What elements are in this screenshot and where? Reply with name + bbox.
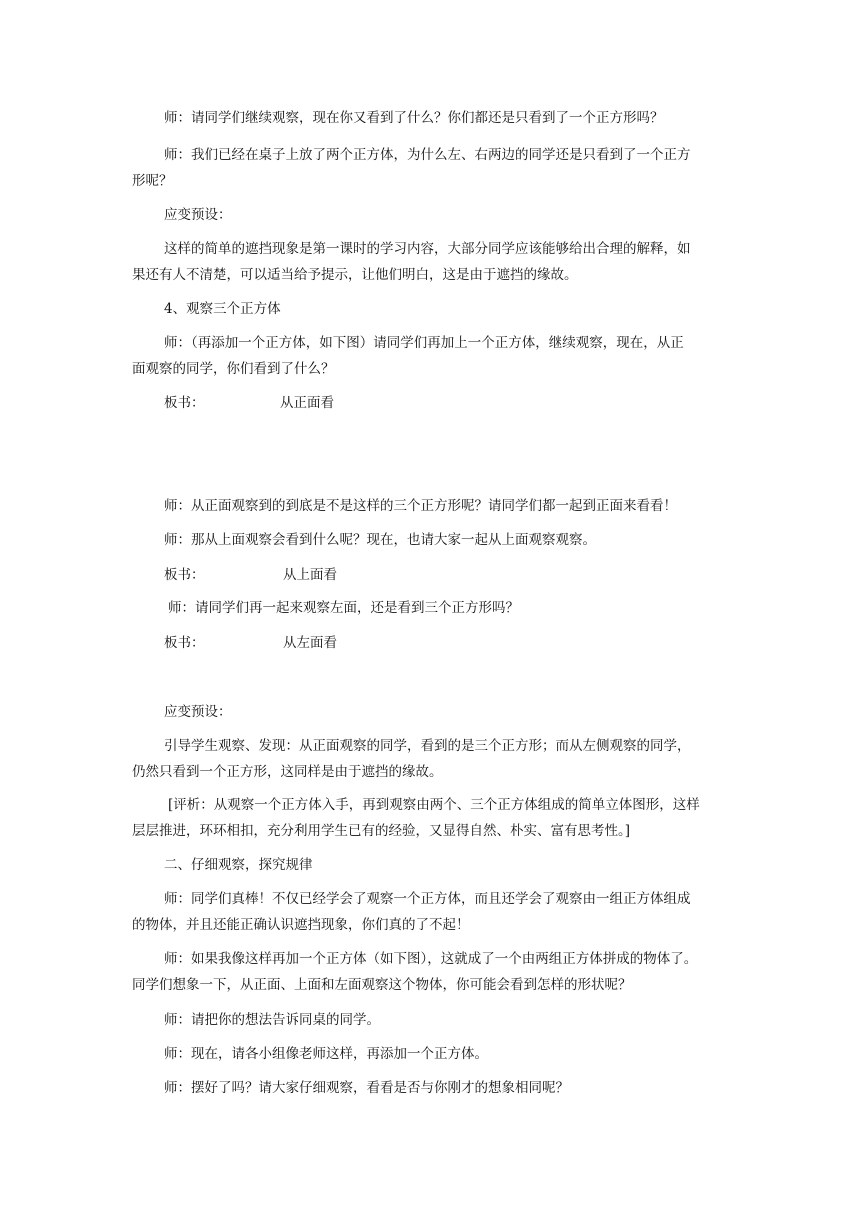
text-line: 果还有人不清楚，可以适当给予提示，让他们明白，这是由于遮挡的缘故。 [132,267,578,283]
board-label: 板书： [164,395,205,411]
text-line: 师：（再添加一个正方体，如下图）请同学们再加上一个正方体，继续观察，现在，从正 [164,335,684,351]
text-line: 师：从正面观察到的到底是不是这样的三个正方形呢？请同学们都一起到正面来看看！ [164,498,677,514]
text-line: 层层推进，环环相扣，充分利用学生已有的经验，又显得自然、朴实、富有思考性。] [132,823,631,839]
text-line: 二、仔细观察，探究规律 [164,857,313,873]
text-line: 同学们想象一下，从正面、上面和左面观察这个物体，你可能会看到怎样的形状呢？ [132,977,632,993]
text-line: 师：如果我像这样再加一个正方体（如下图），这就成了一个由两组正方体拼成的物体了。 [164,951,698,967]
text-line: 的物体，并且还能正确认识遮挡现象，你们真的了不起！ [132,917,470,933]
text-line: 师：摆好了吗？请大家仔细观察，看看是否与你刚才的想象相同呢？ [164,1080,569,1096]
text-line: 应变预设： [164,704,232,720]
board-value: 从正面看 [280,395,334,411]
board-value: 从上面看 [283,567,337,583]
text-line: 师：现在，请各小组像老师这样，再添加一个正方体。 [164,1046,488,1062]
board-label: 板书： [164,635,205,651]
board-value: 从左面看 [283,635,337,651]
text-line: 应变预设： [164,207,232,223]
board-label: 板书： [164,567,205,583]
text-line: 师：请把你的想法告诉同桌的同学。 [164,1012,380,1028]
text-line: 师：那从上面观察会看到什么呢？现在，也请大家一起从上面观察观察。 [164,532,596,548]
text-line: 面观察的同学，你们看到了什么？ [132,361,335,377]
text-line: 师：请同学们再一起来观察左面，还是看到三个正方形吗？ [168,600,519,616]
text-line: 师：请同学们继续观察，现在你又看到了什么？你们都还是只看到了一个正方形吗？ [164,110,664,126]
text-line: 引导学生观察、发现：从正面观察的同学，看到的是三个正方形；而从左侧观察的同学， [164,738,691,754]
text-line: 形呢？ [132,173,173,189]
text-line: 这样的简单的遮挡现象是第一课时的学习内容，大部分同学应该能够给出合理的解释，如 [164,241,691,257]
text-line: 师：我们已经在桌子上放了两个正方体，为什么左、右两边的同学还是只看到了一个正方 [164,147,691,163]
text-line: [评析：从观察一个正方体入手，再到观察由两个、三个正方体组成的简单立体图形，这样 [168,797,700,813]
text-line: 仍然只看到一个正方形，这同样是由于遮挡的缘故。 [132,764,443,780]
text-line: 4、观察三个正方体 [164,301,281,317]
text-line: 师：同学们真棒！不仅已经学会了观察一个正方体，而且还学会了观察由一组正方体组成 [164,891,691,907]
